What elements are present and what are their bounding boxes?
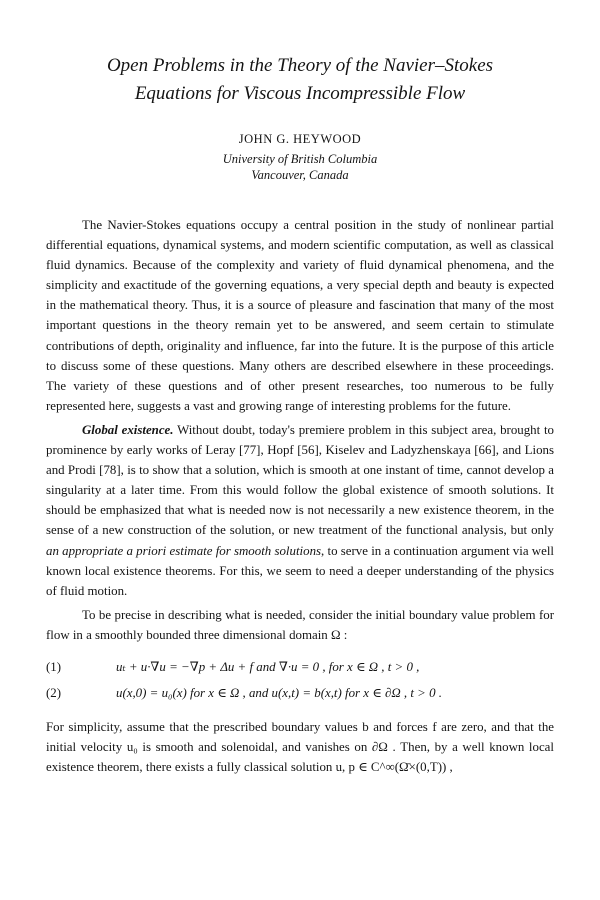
section-heading-global-existence: Global existence.: [82, 422, 174, 437]
title-line-1: Open Problems in the Theory of the Navier–Stokes: [106, 55, 494, 76]
equation-2-number: (2): [46, 685, 62, 700]
paper-body: [46, 215, 554, 781]
equation-1-number: (1): [46, 659, 62, 674]
equation-1: [46, 657, 554, 683]
global-existence-text-2: , to serve in a continuation argument via well known local existence theorems. For this, we seem to need a deeper understanding of the physics of fluid motion.: [46, 543, 554, 598]
precise-paragraph: To be precise in describing what is needed, consider the initial boundary value problem for flow in a smoothly bounded three dimensional domain Ω :: [46, 607, 554, 642]
author-affiliation: [0, 151, 600, 183]
paper-title: [0, 52, 600, 108]
title-line-2: Equations for Viscous Incompressible Flow: [134, 83, 466, 104]
simplicity-paragraph: For simplicity, assume that the prescribed boundary values b and forces f are zero, and that the initial velocity u₀ is smooth and solenoidal, and vanishes on ∂Ω . Then, by a well known local existence theorem, there exists a fully classical solution u, p ∈ C^∞(Ω̄×(0,T)) ,: [46, 719, 554, 775]
equation-1-body: uₜ + u·∇u = −∇p + Δu + f and ∇·u = 0 , for x ∈ Ω , t > 0 ,: [116, 659, 420, 674]
affiliation-line-1: University of British Columbia: [222, 152, 378, 166]
author-name: JOHN G. HEYWOOD: [238, 132, 362, 146]
global-existence-paragraph: [46, 420, 554, 601]
intro-paragraph: The Navier-Stokes equations occupy a central position in the study of nonlinear partial differential equations, dynamical systems, and modern scientific computation, as well as classical fluid dynamics. Because of the complexity and variety of fluid dynamical phenomena, and the simplicity and exactitude of the governing equations, a very special depth and beauty is expected in the mathematical theory. Thus, it is a source of pleasure and fascination that many of the most important questions in the theory remain yet to be answered, and seem certain to stimulate contributions of depth, originality and influence, far into the future. It is the purpose of this article to discuss some of these questions. Many others are described elsewhere in these proceedings. The variety of these questions and of other present researches, too numerous to be fully represented here, suggests a vast and growing range of interesting problems for the future.: [46, 218, 554, 413]
affiliation-line-2: Vancouver, Canada: [251, 168, 349, 182]
equation-2: [46, 683, 554, 709]
global-existence-text-1: Without doubt, today's premiere problem in this subject area, brought to prominence by early works of Leray [77], Hopf [56], Kiselev and Ladyzhenskaya [66], and Lions and Prodi [78], is to show that a solution, which is smooth at one instant of time, cannot develop a singularity at a later time. From this would follow the global existence of smooth solutions. It should be emphasized that what is needed now is not necessarily a new existence theorem, in the sense of a new construction of the solution, or new treatment of the functional analysis, but only: [46, 422, 555, 538]
equation-2-body: u(x,0) = u₀(x) for x ∈ Ω , and u(x,t) = b(x,t) for x ∈ ∂Ω , t > 0 .: [116, 685, 442, 700]
global-existence-emphasis: an appropriate a priori estimate for smooth solutions: [46, 543, 322, 558]
